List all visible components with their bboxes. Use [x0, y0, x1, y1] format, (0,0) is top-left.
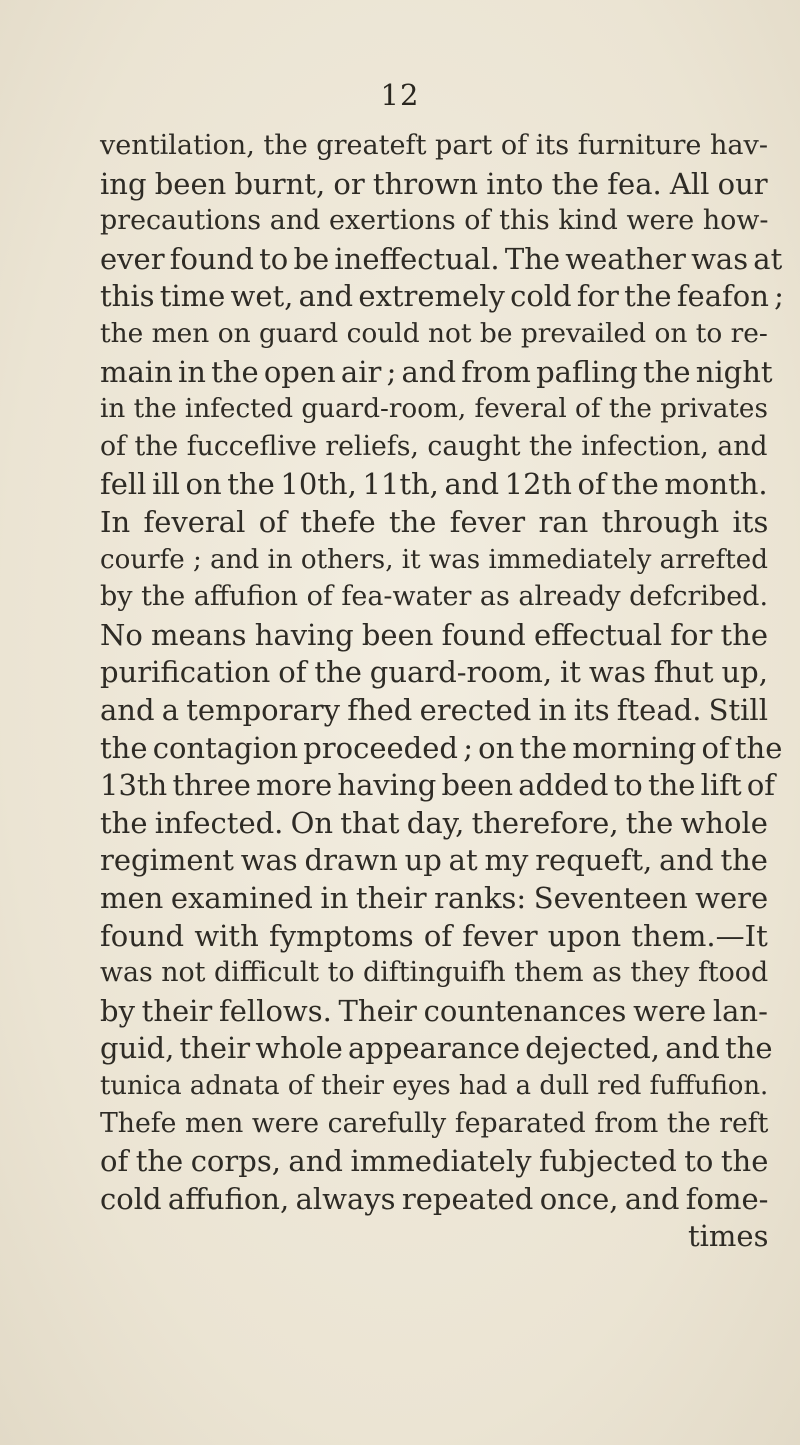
catchword: times [688, 1219, 769, 1254]
text-line: cold affufion, always repeated once, and fome- [100, 1181, 769, 1216]
text-line: ventilation, the greateft part of its furniture hav- [100, 130, 768, 161]
text-line: men examined in their ranks: Seventeen were [100, 881, 769, 915]
text-line: by the affufion of fea-water as already defcribed. [100, 581, 769, 613]
text-line: ever found to be ineffectual. The weather was at [100, 241, 783, 276]
text-line: this time wet, and extremely cold for the feafon ; [100, 279, 784, 314]
text-line: ing been burnt, or thrown into the fea. All our [100, 166, 768, 201]
text-line: precautions and exertions of this kind were how- [100, 205, 769, 237]
text-line: and a temporary fhed erected in its ftead. Still [100, 693, 768, 727]
text-line: courfe ; and in others, it was immediately arrefted [100, 544, 768, 575]
text-line: guid, their whole appearance dejected, and the [100, 1031, 773, 1066]
text-line: the men on guard could not be prevailed on to re- [100, 318, 768, 349]
text-line: in the infected guard-room, feveral of the privates [100, 394, 768, 425]
text-line: fell ill on the 10th, 11th, and 12th of the month. [100, 467, 768, 502]
page-number: 12 [380, 78, 420, 112]
text-line: 13th three more having been added to the lift of [100, 768, 776, 803]
text-line: the infected. On that day, therefore, the whole [100, 805, 768, 840]
text-line: the contagion proceeded ; on the morning of the [100, 730, 783, 765]
text-line: was not difficult to diftinguifh them as they ftood [100, 957, 769, 989]
text-line: In feveral of thefe the fever ran through its [100, 505, 769, 539]
text-line: tunica adnata of their eyes had a dull red fuffufion. [100, 1071, 769, 1101]
text-line: regiment was drawn up at my requeft, and the [100, 843, 768, 878]
text-line: of the fucceflive reliefs, caught the infection, and [100, 430, 768, 462]
text-line: Thefe men were carefully feparated from the reft [100, 1107, 769, 1139]
text-line: purification of the guard-room, it was fhut up, [100, 655, 768, 690]
text-line: found with fymptoms of fever upon them.—It [100, 918, 768, 953]
text-line: main in the open air ; and from pafling the night [100, 354, 773, 389]
text-line: No means having been found effectual for the [100, 617, 769, 652]
text-line: by their fellows. Their countenances were lan- [100, 993, 768, 1028]
text-line: of the corps, and immediately fubjected to the [100, 1144, 769, 1179]
